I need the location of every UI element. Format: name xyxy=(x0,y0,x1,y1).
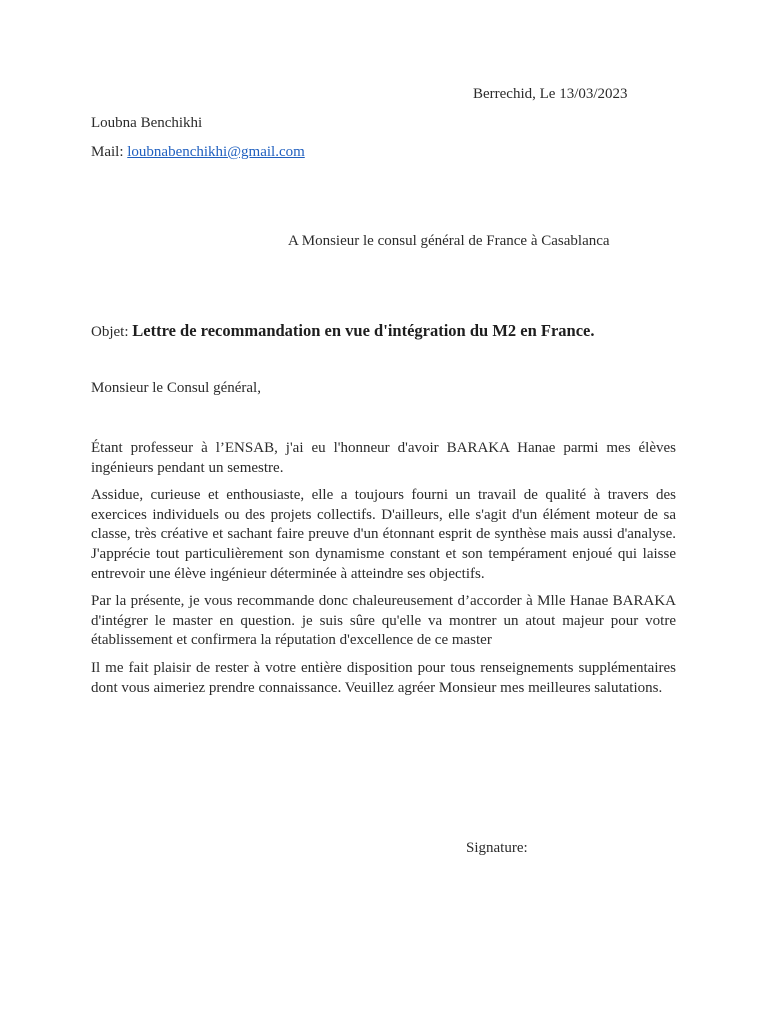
email-link[interactable]: loubnabenchikhi@gmail.com xyxy=(127,144,305,160)
recipient-line: A Monsieur le consul général de France à Casablanca xyxy=(288,233,610,249)
letter-body xyxy=(91,439,676,706)
body-paragraph: Assidue, curieuse et enthousiaste, elle a toujours fourni un travail de qualité à travers des exercices individuels ou des projets collectifs. D'ailleurs, elle s'agit d'un élément moteur de sa classe, très créative et sachant faire preuve d'un étonnant esprit de synthèse mais aussi d'analyse. J'apprécie tout particulièrement son dynamisme constant et son tempérament enjoué qui laisse entrevoir une élève ingénieur déterminée à atteindre ses objectifs. xyxy=(91,487,676,582)
signature-label: Signature: xyxy=(466,840,528,856)
body-paragraph: Étant professeur à l’ENSAB, j'ai eu l'honneur d'avoir BARAKA Hanae parmi mes élèves ingénieurs pendant un semestre. xyxy=(91,440,676,476)
salutation: Monsieur le Consul général, xyxy=(91,380,261,396)
letter-date: Berrechid, Le 13/03/2023 xyxy=(473,86,628,102)
subject-label: Objet: xyxy=(91,324,133,340)
body-paragraph: Par la présente, je vous recommande donc chaleureusement d’accorder à Mlle Hanae BARAKA d'intégrer le master en question. je suis sûre qu'elle va montrer un atout majeur pour votre établissement et confirmera la réputation d'excellence de ce master xyxy=(91,593,676,649)
subject-line xyxy=(91,321,595,341)
subject-text: Lettre de recommandation en vue d'intégration du M2 en France. xyxy=(132,321,595,340)
sender-name: Loubna Benchikhi xyxy=(91,115,203,131)
body-paragraph: Il me fait plaisir de rester à votre entière disposition pour tous renseignements supplémentaires dont vous aimeriez prendre connaissance. Veuillez agréer Monsieur mes meilleures salutations. xyxy=(91,659,676,696)
mail-label: Mail: xyxy=(91,144,128,160)
sender-mail-line xyxy=(91,144,305,161)
